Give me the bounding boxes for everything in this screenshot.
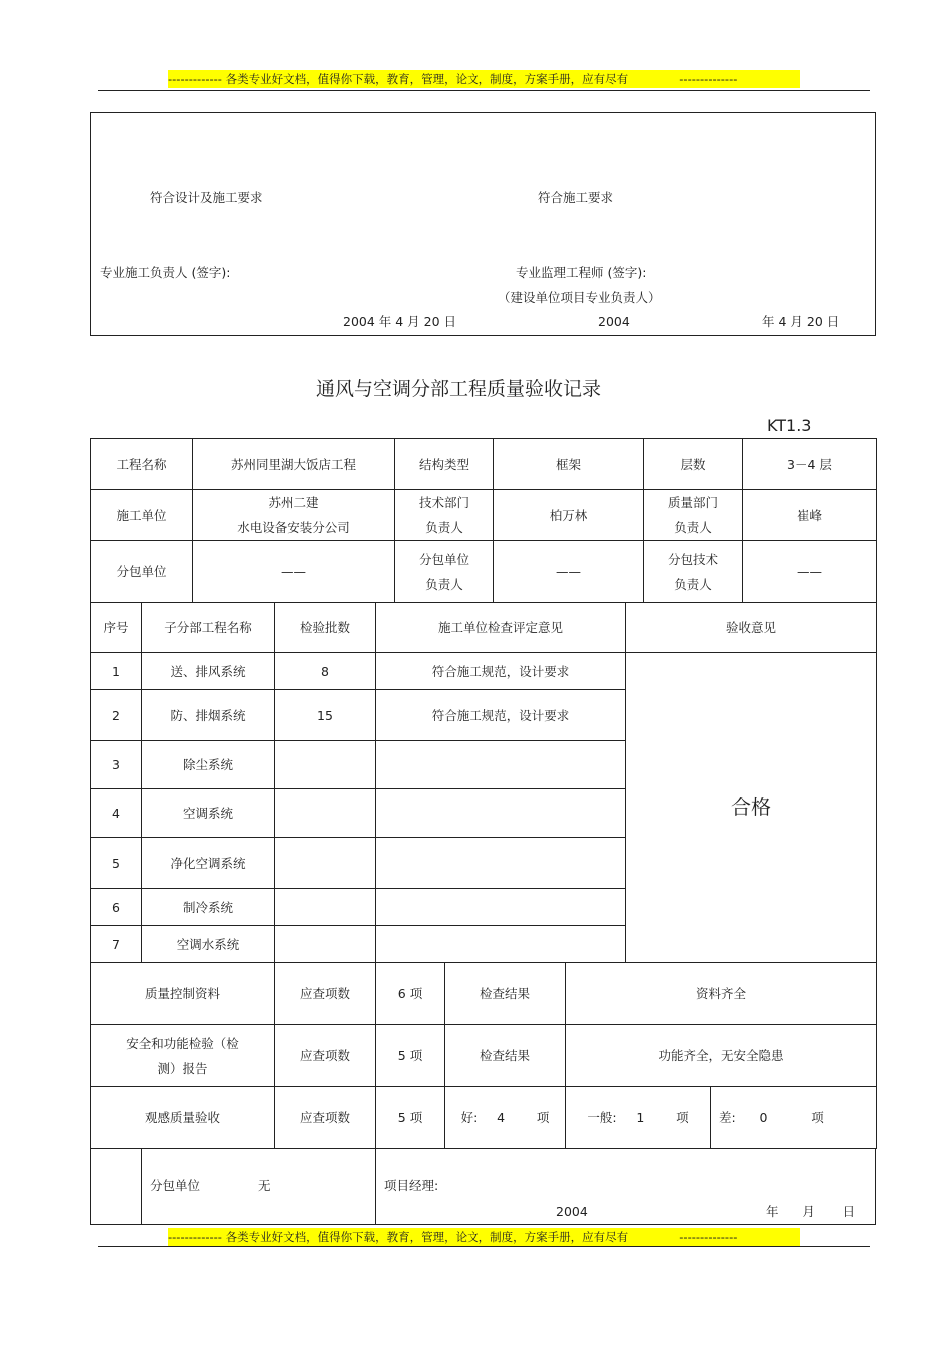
supervision-opinion: 符合施工要求	[538, 190, 614, 205]
col-name: 子分部工程名称	[142, 603, 275, 653]
quality-dept-label	[644, 490, 743, 541]
item-name: 空调水系统	[142, 926, 275, 963]
item-name: 送、排风系统	[142, 653, 275, 690]
project-manager-label: 项目经理:	[384, 1178, 439, 1193]
structure-value: 框架	[494, 439, 644, 490]
page-title: 通风与空调分部工程质量验收记录	[316, 378, 602, 400]
contractor-date: 2004 年 4 月 20 日	[343, 314, 457, 329]
appearance-general: 一般: 1 项	[566, 1087, 711, 1149]
item-batches	[275, 789, 376, 838]
safety-function-line1: 安全和功能检验（检	[126, 1035, 239, 1051]
sub-tech-line1: 分包技术	[667, 551, 718, 567]
bottom-banner	[168, 1228, 800, 1246]
safety-function-line2: 测）报告	[157, 1060, 208, 1076]
sub-tech-value: ——	[743, 541, 877, 603]
quality-dept-line2: 负责人	[674, 520, 712, 535]
col-opinion: 施工单位检查评定意见	[376, 603, 626, 653]
item-no: 2	[91, 690, 142, 741]
bottom-rule	[98, 1246, 870, 1247]
sub-unit-head-label	[395, 541, 494, 603]
item-name: 空调系统	[142, 789, 275, 838]
sign-sub-unit-label: 分包单位	[150, 1178, 201, 1193]
item-no: 4	[91, 789, 142, 838]
col-batches: 检验批数	[275, 603, 376, 653]
floors-value: 3－4 层	[743, 439, 877, 490]
appearance-count: 5 项	[376, 1087, 445, 1149]
tech-dept-line2: 负责人	[425, 520, 463, 535]
item-no: 7	[91, 926, 142, 963]
item-batches	[275, 889, 376, 926]
item-name: 防、排烟系统	[142, 690, 275, 741]
tech-dept-label	[395, 490, 494, 541]
col-acceptance: 验收意见	[626, 603, 877, 653]
contractor-label: 施工单位	[91, 490, 193, 541]
item-no: 6	[91, 889, 142, 926]
sub-tech-line2: 负责人	[674, 576, 712, 592]
quality-control-result: 资料齐全	[566, 963, 877, 1025]
sub-unit-label: 分包单位	[91, 541, 193, 603]
item-name: 净化空调系统	[142, 838, 275, 889]
floors-label: 层数	[644, 439, 743, 490]
col-no: 序号	[91, 603, 142, 653]
safety-function-result: 功能齐全，无安全隐患	[566, 1025, 877, 1087]
appearance-bad: 差: 0 项	[711, 1087, 877, 1149]
top-signature-box	[90, 112, 876, 336]
item-batches	[275, 741, 376, 789]
quality-control-result-label: 检查结果	[445, 963, 566, 1025]
signature-divider-2	[375, 1148, 376, 1225]
sub-unit-head-line1: 分包单位	[418, 551, 469, 567]
item-no: 3	[91, 741, 142, 789]
signature-divider-1	[141, 1148, 142, 1225]
item-opinion: 符合施工规范，设计要求	[376, 653, 626, 690]
safety-function-count: 5 项	[376, 1025, 445, 1087]
item-opinion	[376, 926, 626, 963]
supervisor-date: 年 4 月 20 日	[762, 314, 840, 329]
item-batches: 8	[275, 653, 376, 690]
supervisor-year: 2004	[598, 314, 630, 329]
tech-dept-line1: 技术部门	[418, 495, 469, 510]
item-opinion	[376, 789, 626, 838]
safety-function-label	[91, 1025, 275, 1087]
item-batches	[275, 838, 376, 889]
bottom-banner-text: ------------- 各类专业好文档，值得你下载，教育，管理，论文，制度，方案手册，应有尽有 --------------	[168, 1230, 738, 1244]
top-banner	[168, 70, 800, 88]
item-no: 5	[91, 838, 142, 889]
design-opinion: 符合设计及施工要求	[150, 190, 263, 205]
sign-date: 年 月 日	[766, 1204, 856, 1219]
quality-person: 崔峰	[743, 490, 877, 541]
quality-dept-line1: 质量部门	[667, 495, 718, 510]
items-table	[90, 602, 877, 963]
item-opinion	[376, 741, 626, 789]
sub-unit-head-value: ——	[494, 541, 644, 603]
contractor-signer: 专业施工负责人 (签字):	[100, 265, 231, 280]
item-name: 制冷系统	[142, 889, 275, 926]
safety-function-result-label: 检查结果	[445, 1025, 566, 1087]
tech-person: 柏万林	[494, 490, 644, 541]
checks-table	[90, 962, 877, 1149]
top-rule	[98, 90, 870, 91]
appearance-label: 观感质量验收	[91, 1087, 275, 1149]
sub-unit-head-line2: 负责人	[425, 576, 463, 592]
quality-control-label: 质量控制资料	[91, 963, 275, 1025]
top-banner-text: ------------- 各类专业好文档，值得你下载，教育，管理，论文，制度，方案手册，应有尽有 --------------	[168, 72, 738, 86]
sub-tech-label	[644, 541, 743, 603]
item-name: 除尘系统	[142, 741, 275, 789]
table-row	[91, 653, 877, 690]
sub-unit-value: ——	[193, 541, 395, 603]
structure-label: 结构类型	[395, 439, 494, 490]
item-batches: 15	[275, 690, 376, 741]
item-opinion: 符合施工规范，设计要求	[376, 690, 626, 741]
quality-control-count-label: 应查项数	[275, 963, 376, 1025]
project-name-label: 工程名称	[91, 439, 193, 490]
safety-function-count-label: 应查项数	[275, 1025, 376, 1087]
contractor-line2: 水电设备安装分公司	[237, 520, 350, 535]
sign-sub-unit-value: 无	[258, 1178, 271, 1193]
item-opinion	[376, 889, 626, 926]
contractor-line1: 苏州二建	[268, 495, 319, 510]
item-batches	[275, 926, 376, 963]
item-opinion	[376, 838, 626, 889]
quality-control-count: 6 项	[376, 963, 445, 1025]
contractor-value	[193, 490, 395, 541]
acceptance-result: 合格	[626, 653, 877, 963]
appearance-count-label: 应查项数	[275, 1087, 376, 1149]
sign-year: 2004	[556, 1204, 588, 1219]
owner-note: （建设单位项目专业负责人）	[498, 290, 661, 305]
header-table	[90, 438, 877, 603]
item-no: 1	[91, 653, 142, 690]
signature-box	[90, 1148, 876, 1225]
form-code: KT1.3	[767, 416, 812, 435]
appearance-good: 好: 4 项	[445, 1087, 566, 1149]
supervisor-signer: 专业监理工程师 (签字):	[516, 265, 647, 280]
project-name: 苏州同里湖大饭店工程	[193, 439, 395, 490]
